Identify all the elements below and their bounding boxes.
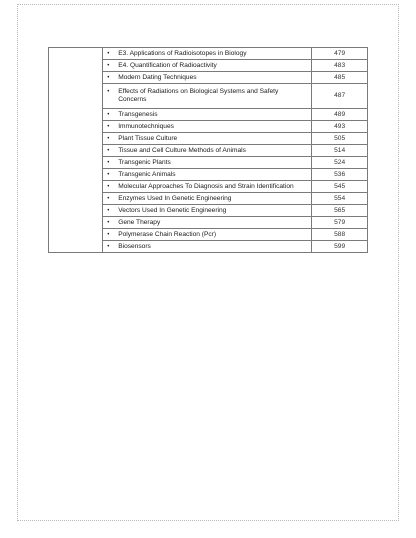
toc-topic: Polymerase Chain Reaction (Pcr) — [118, 230, 217, 238]
bullet-icon: • — [107, 207, 110, 214]
toc-page-number: 565 — [312, 205, 368, 217]
bullet-icon: • — [107, 171, 110, 178]
toc-topic-cell — [103, 72, 312, 84]
toc-topic-cell — [103, 241, 312, 253]
bullet-icon: • — [107, 219, 110, 226]
bullet-icon: • — [107, 62, 110, 69]
toc-page-number: 489 — [312, 109, 368, 121]
toc-topic-cell — [103, 48, 312, 60]
bullet-icon: • — [107, 111, 110, 118]
toc-topic-cell — [103, 157, 312, 169]
toc-page-number: 588 — [312, 229, 368, 241]
toc-topic-cell — [103, 145, 312, 157]
toc-topic-cell — [103, 121, 312, 133]
bullet-icon: • — [107, 183, 110, 190]
toc-page-number: 536 — [312, 169, 368, 181]
toc-topic-cell — [103, 133, 312, 145]
toc-topic-cell — [103, 193, 312, 205]
toc-topic-cell — [103, 181, 312, 193]
toc-page-number: 493 — [312, 121, 368, 133]
toc-topic-cell — [103, 229, 312, 241]
bullet-icon: • — [107, 50, 110, 57]
bullet-icon: • — [107, 147, 110, 154]
bullet-icon: • — [107, 159, 110, 166]
bullet-icon: • — [107, 243, 110, 250]
toc-topic-cell — [103, 217, 312, 229]
bullet-icon: • — [107, 195, 110, 202]
toc-topic: Transgenic Plants — [118, 158, 171, 166]
toc-topic: Effects of Radiations on Biological Systems and Safety Concerns — [118, 88, 279, 103]
toc-topic: Enzymes Used In Genetic Engineering — [118, 194, 232, 202]
toc-page-number: 514 — [312, 145, 368, 157]
toc-topic: Molecular Approaches To Diagnosis and Strain Identification — [118, 182, 294, 190]
toc-topic-cell — [103, 205, 312, 217]
toc-topic: Vectors Used In Genetic Engineering — [118, 206, 227, 214]
toc-page-number: 599 — [312, 241, 368, 253]
toc-topic: E4. Quantification of Radioactivity — [118, 61, 217, 69]
toc-table — [48, 47, 368, 253]
toc-page-number: 579 — [312, 217, 368, 229]
toc-topic: Modern Dating Techniques — [118, 73, 197, 81]
toc-topic: Plant Tissue Culture — [118, 134, 178, 142]
bullet-icon: • — [107, 89, 110, 95]
toc-topic: Gene Therapy — [118, 218, 161, 226]
toc-topic-cell — [103, 169, 312, 181]
bullet-icon: • — [107, 74, 110, 81]
toc-topic-cell — [103, 109, 312, 121]
toc-page-number: 487 — [312, 84, 368, 109]
toc-page-number: 485 — [312, 72, 368, 84]
toc-row — [49, 48, 368, 60]
toc-page-number: 483 — [312, 60, 368, 72]
toc-page-number: 505 — [312, 133, 368, 145]
toc-topic: Transgenesis — [118, 110, 158, 118]
toc-topic: Biosensors — [118, 242, 151, 250]
toc-blank-column — [49, 48, 103, 253]
toc-page-number: 554 — [312, 193, 368, 205]
toc-body — [49, 48, 368, 253]
bullet-icon: • — [107, 231, 110, 238]
toc-topic: Immunotechniques — [118, 122, 174, 130]
toc-topic: E3. Applications of Radioisotopes in Biology — [118, 49, 247, 57]
toc-page-number: 545 — [312, 181, 368, 193]
toc-topic: Transgenic Animals — [118, 170, 176, 178]
bullet-icon: • — [107, 123, 110, 130]
toc-topic: Tissue and Cell Culture Methods of Animals — [118, 146, 246, 154]
bullet-icon: • — [107, 135, 110, 142]
toc-topic-cell — [103, 84, 312, 109]
toc-topic-cell — [103, 60, 312, 72]
toc-page-number: 479 — [312, 48, 368, 60]
toc-page-number: 524 — [312, 157, 368, 169]
